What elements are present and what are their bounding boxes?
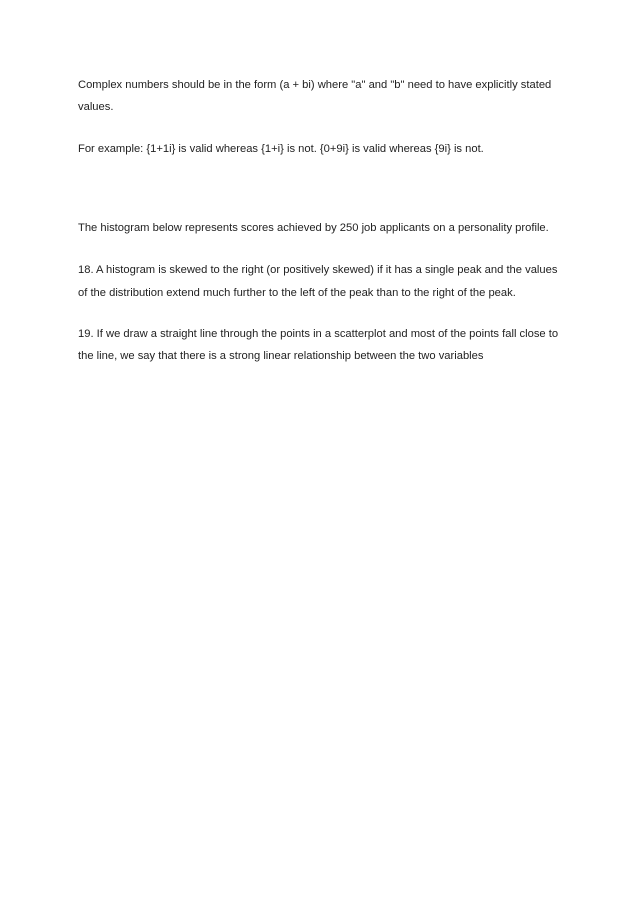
question-18-line-2: of the distribution extend much further to the left of the peak than to the right of the peak. bbox=[78, 287, 516, 299]
complex-number-instruction-line-2: values. bbox=[78, 101, 114, 113]
question-18-line-1: 18. A histogram is skewed to the right (or positively skewed) if it has a single peak and the values bbox=[78, 264, 558, 276]
complex-number-example: For example: {1+1i} is valid whereas {1+i} is not. {0+9i} is valid whereas {9i} is not. bbox=[78, 143, 484, 155]
question-19-line-2: the line, we say that there is a strong linear relationship between the two variables bbox=[78, 350, 484, 362]
histogram-intro: The histogram below represents scores achieved by 250 job applicants on a personality profile. bbox=[78, 222, 549, 234]
complex-number-instruction-line-1: Complex numbers should be in the form (a + bi) where "a" and "b" need to have explicitly stated bbox=[78, 79, 552, 91]
question-19-line-1: 19. If we draw a straight line through the points in a scatterplot and most of the points fall close to bbox=[78, 328, 559, 340]
